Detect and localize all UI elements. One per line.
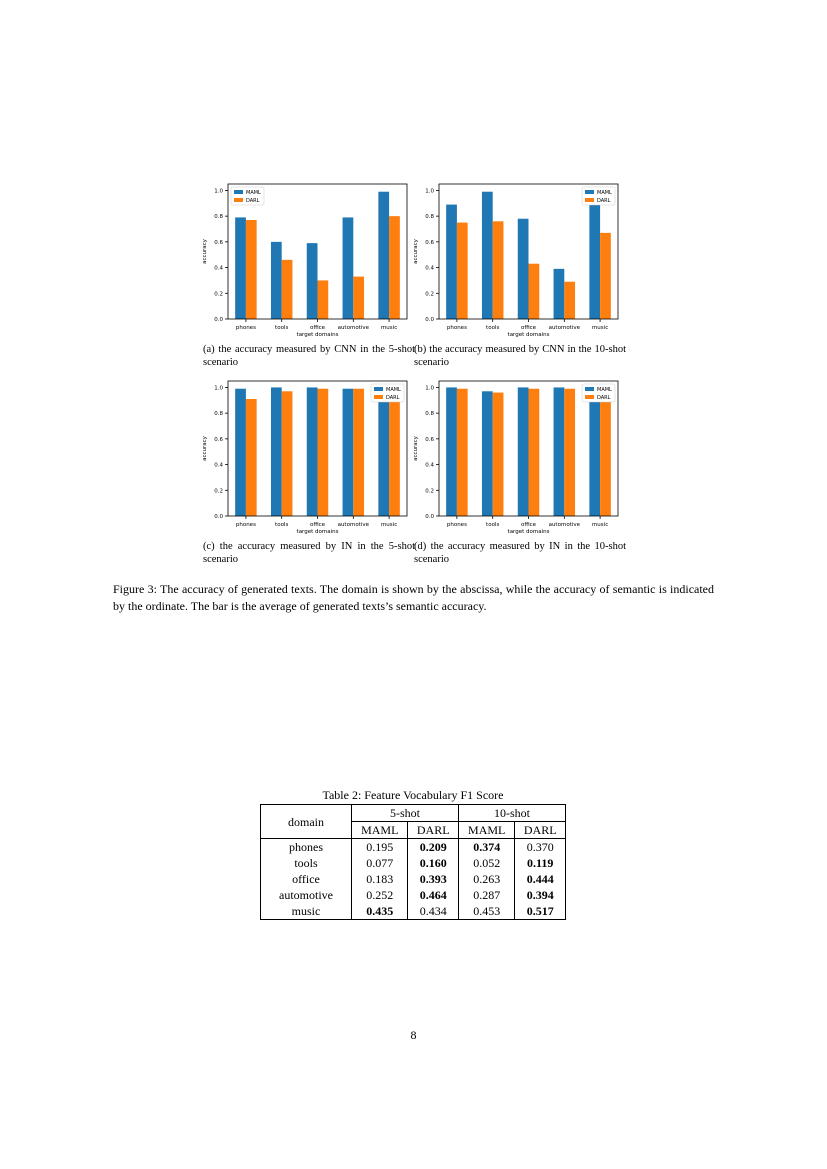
table-cell-domain: office xyxy=(261,871,352,887)
y-tick-label: 0.8 xyxy=(214,214,223,221)
domain-header: domain xyxy=(261,805,352,839)
x-tick-label: tools xyxy=(275,522,289,528)
bar-darl-music xyxy=(600,233,611,319)
subcaption-c: (c) the accuracy measured by IN in the 5-shot scenario xyxy=(203,541,415,565)
bar-maml-office xyxy=(307,387,318,516)
legend-label-maml: MAML xyxy=(386,387,401,393)
table-cell-value: 0.394 xyxy=(515,887,566,903)
chart-panel-c xyxy=(197,375,409,535)
x-axis-label: target domains xyxy=(507,529,550,535)
sub-header: DARL xyxy=(515,822,566,839)
legend-swatch-darl xyxy=(585,198,594,202)
y-axis-label: accuracy xyxy=(202,239,208,264)
table-cell-value: 0.119 xyxy=(515,855,566,871)
bar-darl-automotive xyxy=(353,277,364,319)
bar-maml-tools xyxy=(271,387,282,516)
table-cell-value: 0.435 xyxy=(352,903,408,920)
bar-maml-phones xyxy=(446,205,457,319)
y-tick-label: 0.6 xyxy=(425,239,434,246)
legend-label-maml: MAML xyxy=(246,190,261,196)
y-tick-label: 0.6 xyxy=(425,436,434,443)
x-axis-label: target domains xyxy=(296,332,339,338)
bar-maml-phones xyxy=(235,217,246,319)
table-cell-value: 0.374 xyxy=(458,839,514,856)
table-cell-value: 0.263 xyxy=(458,871,514,887)
y-axis-label: accuracy xyxy=(413,436,419,461)
legend-label-maml: MAML xyxy=(597,387,612,393)
x-tick-label: automotive xyxy=(337,325,370,331)
bar-maml-music xyxy=(378,192,389,319)
x-tick-label: tools xyxy=(486,325,500,331)
table-cell-domain: phones xyxy=(261,839,352,856)
table-row xyxy=(261,871,566,887)
bar-maml-office xyxy=(518,387,529,516)
x-tick-label: phones xyxy=(446,325,467,331)
bar-darl-phones xyxy=(457,389,468,516)
legend-label-darl: DARL xyxy=(386,395,400,401)
bar-darl-music xyxy=(389,216,400,319)
chart-a-svg xyxy=(197,178,409,338)
y-tick-label: 0.8 xyxy=(214,411,223,418)
table-row xyxy=(261,903,566,920)
y-tick-label: 0.6 xyxy=(214,436,223,443)
bar-maml-phones xyxy=(446,387,457,516)
y-tick-label: 0.0 xyxy=(214,514,223,520)
legend-swatch-maml xyxy=(374,387,383,391)
table-cell-domain: music xyxy=(261,903,352,920)
table-cell-value: 0.434 xyxy=(408,903,459,920)
table-cell-value: 0.444 xyxy=(515,871,566,887)
table-row xyxy=(261,855,566,871)
f1-score-table xyxy=(260,804,566,920)
y-axis-label: accuracy xyxy=(202,436,208,461)
legend-swatch-darl xyxy=(234,198,243,202)
table-cell-value: 0.183 xyxy=(352,871,408,887)
legend-label-darl: DARL xyxy=(246,198,260,204)
legend-swatch-darl xyxy=(374,395,383,399)
y-tick-label: 0.6 xyxy=(214,239,223,246)
y-axis-label: accuracy xyxy=(413,239,419,264)
y-tick-label: 0.0 xyxy=(214,317,223,323)
bar-darl-office xyxy=(529,389,540,516)
table-cell-value: 0.160 xyxy=(408,855,459,871)
y-tick-label: 0.4 xyxy=(425,265,434,272)
chart-d-svg xyxy=(408,375,620,535)
bar-maml-phones xyxy=(235,389,246,516)
y-tick-label: 1.0 xyxy=(425,385,434,392)
x-tick-label: tools xyxy=(486,522,500,528)
bar-maml-automotive xyxy=(554,269,565,319)
legend-label-maml: MAML xyxy=(597,190,612,196)
table-cell-value: 0.195 xyxy=(352,839,408,856)
x-axis-label: target domains xyxy=(507,332,550,338)
y-tick-label: 0.2 xyxy=(425,488,434,495)
table-row xyxy=(261,839,566,856)
subcaption-b: (b) the accuracy measured by CNN in the 10-shot scenario xyxy=(414,344,626,368)
x-tick-label: music xyxy=(591,522,609,528)
bar-maml-music xyxy=(378,394,389,516)
chart-panel-b xyxy=(408,178,620,338)
x-tick-label: music xyxy=(380,522,398,528)
y-tick-label: 1.0 xyxy=(214,188,223,195)
x-tick-label: office xyxy=(520,522,537,528)
bar-darl-tools xyxy=(282,260,293,319)
legend-label-darl: DARL xyxy=(597,395,611,401)
table-cell-value: 0.370 xyxy=(515,839,566,856)
x-tick-label: office xyxy=(309,325,326,331)
y-tick-label: 0.4 xyxy=(214,265,223,272)
y-tick-label: 0.2 xyxy=(214,488,223,495)
bar-darl-automotive xyxy=(564,282,575,319)
y-tick-label: 0.4 xyxy=(214,462,223,469)
y-tick-label: 0.2 xyxy=(214,291,223,298)
bar-darl-phones xyxy=(246,399,257,516)
bar-darl-phones xyxy=(246,220,257,319)
sub-header: MAML xyxy=(352,822,408,839)
table-cell-value: 0.453 xyxy=(458,903,514,920)
group-header-10-shot: 10-shot xyxy=(458,805,565,822)
bar-darl-music xyxy=(389,396,400,516)
bar-maml-automotive xyxy=(343,217,354,319)
bar-maml-music xyxy=(589,393,600,516)
x-tick-label: phones xyxy=(446,522,467,528)
y-tick-label: 0.4 xyxy=(425,462,434,469)
y-tick-label: 0.8 xyxy=(425,214,434,221)
bar-maml-tools xyxy=(482,192,493,319)
bar-maml-tools xyxy=(271,242,282,319)
chart-c-svg xyxy=(197,375,409,535)
table-cell-value: 0.052 xyxy=(458,855,514,871)
table-row xyxy=(261,887,566,903)
sub-header: DARL xyxy=(408,822,459,839)
table-container xyxy=(260,788,566,920)
table-cell-domain: tools xyxy=(261,855,352,871)
bar-darl-office xyxy=(529,264,540,319)
y-tick-label: 0.8 xyxy=(425,411,434,418)
group-header-5-shot: 5-shot xyxy=(352,805,459,822)
table-cell-value: 0.464 xyxy=(408,887,459,903)
y-tick-label: 0.2 xyxy=(425,291,434,298)
bar-darl-tools xyxy=(493,393,504,516)
x-tick-label: automotive xyxy=(548,522,581,528)
x-tick-label: phones xyxy=(235,522,256,528)
table-cell-value: 0.517 xyxy=(515,903,566,920)
x-tick-label: tools xyxy=(275,325,289,331)
bar-darl-office xyxy=(318,280,329,319)
figure-caption: Figure 3: The accuracy of generated texts. The domain is shown by the abscissa, while the accuracy of semantic is indicated by the ordinate. The bar is the average of generated texts’s semantic accuracy. xyxy=(113,582,714,613)
x-tick-label: phones xyxy=(235,325,256,331)
legend-label-darl: DARL xyxy=(597,198,611,204)
subcaption-d: (d) the accuracy measured by IN in the 10-shot scenario xyxy=(414,541,626,565)
x-tick-label: office xyxy=(520,325,537,331)
legend-swatch-darl xyxy=(585,395,594,399)
bar-maml-tools xyxy=(482,391,493,516)
subcaption-a: (a) the accuracy measured by CNN in the 5-shot scenario xyxy=(203,344,415,368)
table-cell-value: 0.287 xyxy=(458,887,514,903)
y-tick-label: 0.0 xyxy=(425,317,434,323)
bar-darl-music xyxy=(600,395,611,516)
table-cell-domain: automotive xyxy=(261,887,352,903)
bar-maml-music xyxy=(589,205,600,319)
legend-swatch-maml xyxy=(234,190,243,194)
bar-darl-tools xyxy=(282,391,293,516)
table-cell-value: 0.209 xyxy=(408,839,459,856)
x-tick-label: office xyxy=(309,522,326,528)
bar-darl-tools xyxy=(493,221,504,319)
x-tick-label: automotive xyxy=(337,522,370,528)
y-tick-label: 0.0 xyxy=(425,514,434,520)
chart-panel-a xyxy=(197,178,409,338)
bar-darl-phones xyxy=(457,223,468,319)
legend-swatch-maml xyxy=(585,387,594,391)
x-tick-label: automotive xyxy=(548,325,581,331)
bar-maml-office xyxy=(518,219,529,319)
y-tick-label: 1.0 xyxy=(214,385,223,392)
chart-panel-d xyxy=(408,375,620,535)
table-body xyxy=(261,839,566,920)
bar-darl-automotive xyxy=(353,389,364,516)
legend-swatch-maml xyxy=(585,190,594,194)
sub-header: MAML xyxy=(458,822,514,839)
bar-maml-office xyxy=(307,243,318,319)
x-tick-label: music xyxy=(591,325,609,331)
table-cell-value: 0.077 xyxy=(352,855,408,871)
chart-b-svg xyxy=(408,178,620,338)
page-number: 8 xyxy=(410,1028,417,1042)
table-caption: Table 2: Feature Vocabulary F1 Score xyxy=(322,788,504,802)
table-cell-value: 0.393 xyxy=(408,871,459,887)
x-axis-label: target domains xyxy=(296,529,339,535)
x-tick-label: music xyxy=(380,325,398,331)
y-tick-label: 1.0 xyxy=(425,188,434,195)
table-cell-value: 0.252 xyxy=(352,887,408,903)
bar-darl-automotive xyxy=(564,389,575,516)
bar-maml-automotive xyxy=(343,389,354,516)
bar-darl-office xyxy=(318,389,329,516)
bar-maml-automotive xyxy=(554,387,565,516)
